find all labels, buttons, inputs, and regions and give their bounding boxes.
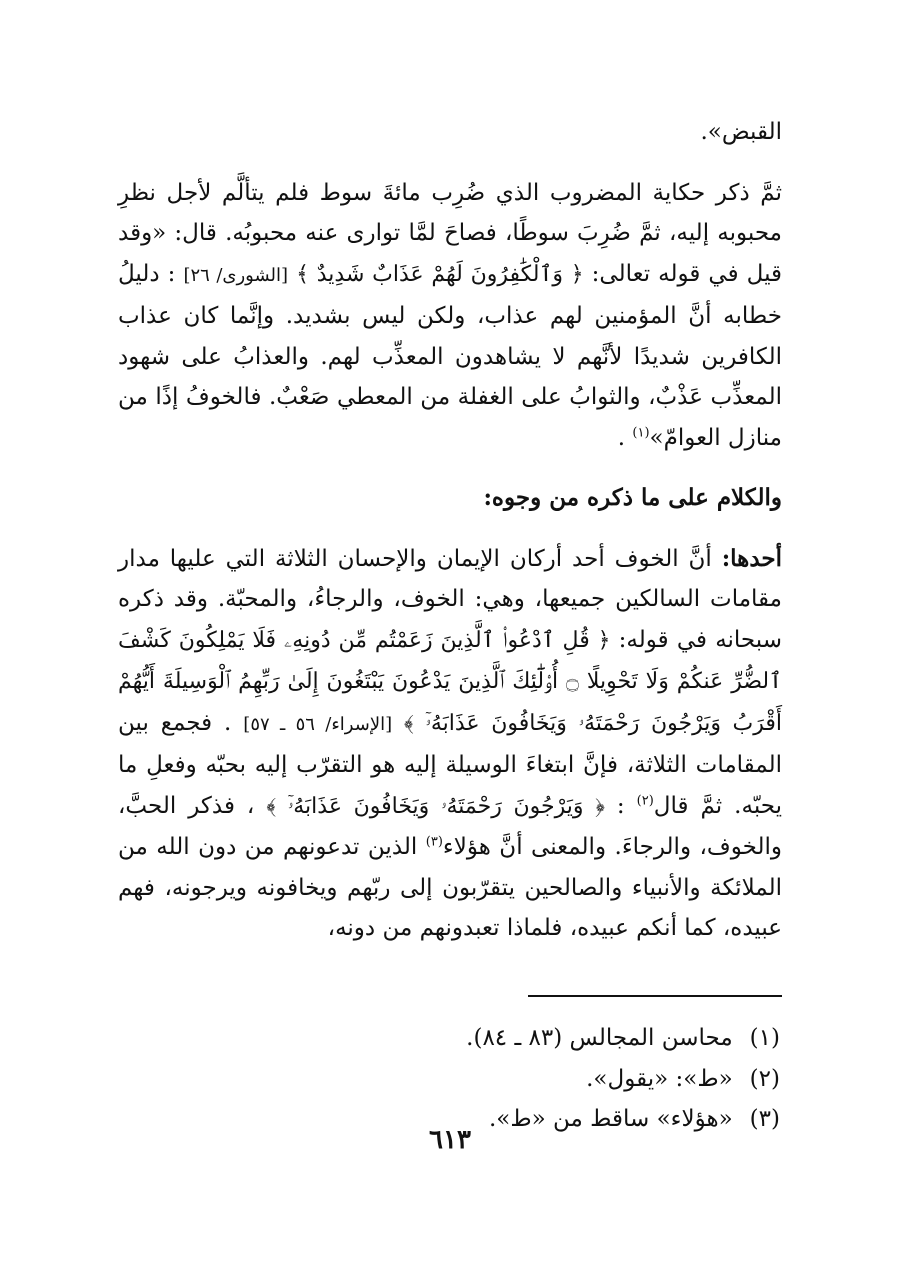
page-body — [118, 112, 782, 949]
verse-reference-isra: [الإسراء/ ٥٦ ـ ٥٧] — [243, 713, 393, 735]
footnote-1 — [180, 1018, 780, 1059]
paragraph-4 — [118, 539, 782, 949]
footnotes — [180, 1018, 780, 1140]
p4-text-4: ، فذكر الحبَّ، والخوف، والرجاءَ. والمعنى أنَّ هؤلاء — [118, 792, 783, 860]
quran-verse-isra-excerpt: ﴿ وَيَرْجُونَ رَحْمَتَهُۥ وَيَخَافُونَ عَذَابَهُۥٓ ﴾ — [266, 793, 605, 819]
footnote-1-text: محاسن المجالس (٨٣ ـ ٨٤). — [466, 1025, 733, 1051]
p2-text-1: ثمَّ ذكر حكاية المضروب الذي ضُرِب مائةَ سوط فلم يتألَّم لأجل نظرِ محبوبه إليه، ثمَّ ضُرِبَ سوطًا، فصاحَ لمَّا توارى عنه محبوبُه. قال: «وقد قيل في قوله تعالى: — [118, 179, 783, 287]
p2-end: . — [617, 424, 626, 451]
footnote-2-number: (٢) — [749, 1065, 780, 1092]
section-heading: والكلام على ما ذكره من وجوه: — [483, 484, 782, 511]
p4-text-2: . فجمع بين المقامات الثلاثة، فإنَّ ابتغاءَ الوسيلة إليه هو التقرّب إليه بحبّه وفعلِ ما يحبّه. ثمَّ قال — [118, 709, 783, 819]
verse-reference-shura: [الشورى/ ٢٦] — [183, 264, 289, 286]
page-number: ٦١٣ — [429, 1125, 471, 1155]
footnote-marker-3: (٣) — [425, 834, 443, 850]
p4-text-1: أنَّ الخوف أحد أركان الإيمان والإحسان الثلاثة التي عليها مدار مقامات السالكين جميعها، وهي: الخوف، والرجاءُ، والمحبّة. وقد ذكره سبحانه في قوله: — [118, 545, 782, 653]
footnote-separator — [528, 995, 782, 997]
footnote-2-text: «ط»: «يقول». — [586, 1065, 733, 1092]
paragraph-1: القبض». — [700, 119, 782, 145]
quran-verse-isra: ﴿ قُلِ ٱدْعُوا۟ ٱلَّذِينَ زَعَمْتُم مِّن دُونِهِۦ فَلَا يَمْلِكُونَ كَشْفَ ٱلضُّرِّ عَنكُمْ وَلَا تَحْوِيلًا ۝ أُو۟لَٰٓئِكَ ٱلَّذِينَ يَدْعُونَ يَبْتَغُونَ إِلَىٰ رَبِّهِمُ ٱلْوَسِيلَةَ أَيُّهُمْ أَقْرَبُ وَيَرْجُونَ رَحْمَتَهُۥ وَيَخَافُونَ عَذَابَهُۥٓ ﴾ — [118, 627, 783, 736]
footnote-marker-2: (٢) — [636, 792, 654, 808]
footnote-3-text: «هؤلاء» ساقط من «ط». — [489, 1106, 733, 1132]
paragraph-2 — [118, 173, 782, 459]
quran-verse-shura: ﴿ وَٱلْكَٰفِرُونَ لَهُمْ عَذَابٌ شَدِيدٌ ﴾ — [296, 261, 584, 287]
p4-lead: أحدها: — [721, 544, 782, 572]
p4-text-5: الذين تدعونهم من دون الله من الملائكة والأنبياء والصالحين يتقرّبون إلى ربّهم ويخافونه ويرجونه، فهم عبيده، كما أنكم عبيده، فلماذا تعبدونهم من دونه، — [118, 834, 782, 941]
footnote-2 — [180, 1059, 780, 1100]
p2-text-2: : دليلُ خطابه أنَّ المؤمنين لهم عذاب، ولكن ليس بشديد. وإنَّما كان عذاب الكافرين شديدًا لأنَّهم لا يشاهدون المعذِّب لهم. والعذابُ على شهود المعذِّب عَذْبٌ، والثوابُ على الغفلة من المعطي صَعْبٌ. فالخوفُ إذًا من منازل العوامّ» — [118, 260, 782, 451]
footnote-marker-1: (١) — [632, 424, 650, 440]
footnote-1-number: (١) — [749, 1025, 780, 1051]
p4-text-3: : — [604, 792, 625, 819]
footnote-3-number: (٣) — [749, 1106, 780, 1132]
